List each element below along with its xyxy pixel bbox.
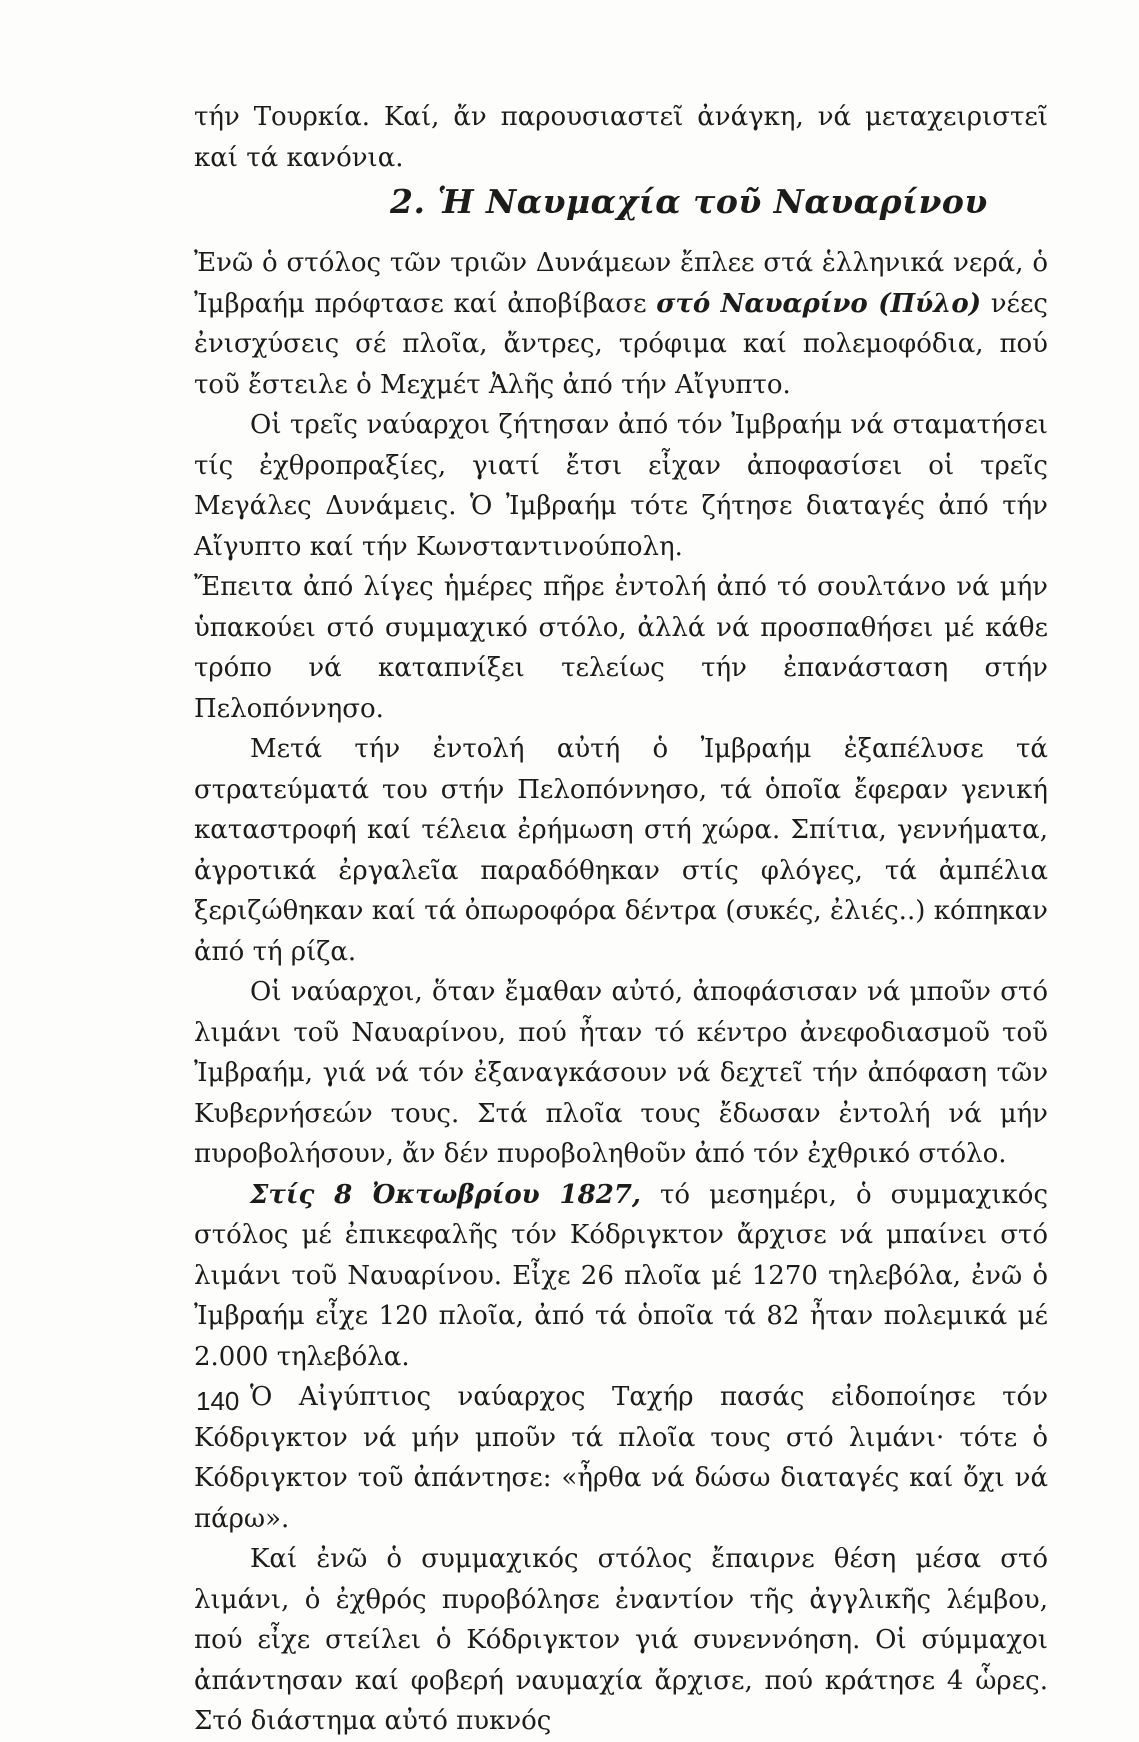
paragraph-1-end: νέες ἐνισχύσεις σέ πλοῖα, ἄντρες, τρόφιμα καί πολεμοφόδια, πού τοῦ ἔστειλε ὁ Μεχμέτ Ἀλῆς ἀπό τήν Αἴγυπτο. [194, 288, 1048, 400]
paragraph-1-emphasis: στό Ναυαρίνο (Πύλο) [656, 288, 982, 319]
section-title: Ἡ Ναυμαχία τοῦ Ναυαρίνου [437, 182, 988, 221]
paragraph-6 [194, 1175, 1048, 1378]
page-number: 140 [196, 1386, 240, 1416]
paragraph-5: Οἱ ναύαρχοι, ὅταν ἔμαθαν αὐτό, ἀποφάσισαν νά μποῦν στό λιμάνι τοῦ Ναυαρίνου, πού ἦταν τό κέντρο ἀνεφοδιασμοῦ τοῦ Ἰμβραήμ, γιά νά τόν ἐξαναγκάσουν νά δεχτεῖ τήν ἀπόφαση τῶν Κυβερνήσεών τους. Στά πλοῖα τους ἔδωσαν ἐντολή νά μήν πυροβολήσουν, ἄν δέν πυροβοληθοῦν ἀπό τόν ἐχθρικό στόλο. [194, 977, 1048, 1169]
paragraph-2: Οἱ τρεῖς ναύαρχοι ζήτησαν ἀπό τόν Ἰμβραήμ νά σταματήσει τίς ἐχθροπραξίες, γιατί ἔτσι εἶχαν ἀποφασίσει οἱ τρεῖς Μεγάλες Δυνάμεις. Ὁ Ἰμβραήμ τότε ζήτησε διαταγές ἀπό τήν Αἴγυπτο καί τήν Κωνσταντινούπολη. [194, 410, 1048, 562]
section-heading [390, 182, 988, 221]
paragraph-1-start: Ἐνῶ ὁ στόλος τῶν τριῶν Δυνάμεων ἔπλεε στά ἑλληνικά νερά, ὁ Ἰμβραήμ πρόφτασε καί ἀποβίβασε [194, 248, 1048, 319]
paragraph-6-rest: τό μεσημέρι, ὁ συμμαχικός στόλος μέ ἐπικεφαλῆς τόν Κόδριγκτον ἄρχισε νά μπαίνει στό λιμάνι τοῦ Ναυαρίνου. Εἶχε 26 πλοῖα μέ 1270 τηλεβόλα, ἐνῶ ὁ Ἰμβραήμ εἶχε 120 πλοῖα, ἀπό τά ὁποῖα τά 82 ἦταν πολεμικά μέ 2.000 τηλεβόλα. [194, 1179, 1049, 1372]
date-emphasis: Στίς 8 Ὀκτωβρίου 1827, [250, 1179, 641, 1210]
intro-block [194, 97, 1048, 178]
paragraph-1 [194, 243, 1048, 405]
body-text [194, 243, 1048, 1742]
intro-paragraph: τήν Τουρκία. Καί, ἄν παρουσιαστεῖ ἀνάγκη, νά μεταχειριστεῖ καί τά κανόνια. [194, 102, 1048, 173]
paragraph-3: Ἔπειτα ἀπό λίγες ἡμέρες πῆρε ἐντολή ἀπό τό σουλτάνο νά μήν ὑπακούει στό συμμαχικό στόλο, ἀλλά νά προσπαθήσει μέ κάθε τρόπο νά καταπνίξει τελείως τήν ἐπανάσταση στήν Πελοπόννησο. [194, 572, 1048, 724]
paragraph-4: Μετά τήν ἐντολή αὐτή ὁ Ἰμβραήμ ἐξαπέλυσε τά στρατεύματά του στήν Πελοπόννησο, τά ὁποῖα ἔφεραν γενική καταστροφή καί τέλεια ἐρήμωση στή χώρα. Σπίτια, γεννήματα, ἀγροτικά ἐργαλεῖα παραδόθηκαν στίς φλόγες, τά ἀμπέλια ξεριζώθηκαν καί τά ὀπωροφόρα δέντρα (συκές, ἐλιές..) κόπηκαν ἀπό τή ρίζα. [194, 734, 1048, 967]
paragraph-8: Καί ἐνῶ ὁ συμμαχικός στόλος ἔπαιρνε θέση μέσα στό λιμάνι, ὁ ἐχθρός πυροβόλησε ἐναντίον τῆς ἀγγλικῆς λέμβου, πού εἶχε στείλει ὁ Κόδριγκτον γιά συνεννόηση. Οἱ σύμμαχοι ἀπάντησαν καί φοβερή ναυμαχία ἄρχισε, πού κράτησε 4 ὧρες. Στό διάστημα αὐτό πυκνός [194, 1544, 1048, 1736]
paragraph-7: Ὁ Αἰγύπτιος ναύαρχος Ταχήρ πασάς εἰδοποίησε τόν Κόδριγκτον νά μήν μποῦν τά πλοῖα τους στό λιμάνι· τότε ὁ Κόδριγκτον τοῦ ἀπάντησε: «ἦρθα νά δώσω διαταγές καί ὄχι νά πάρω». [194, 1382, 1048, 1534]
section-number: 2. [390, 182, 426, 221]
